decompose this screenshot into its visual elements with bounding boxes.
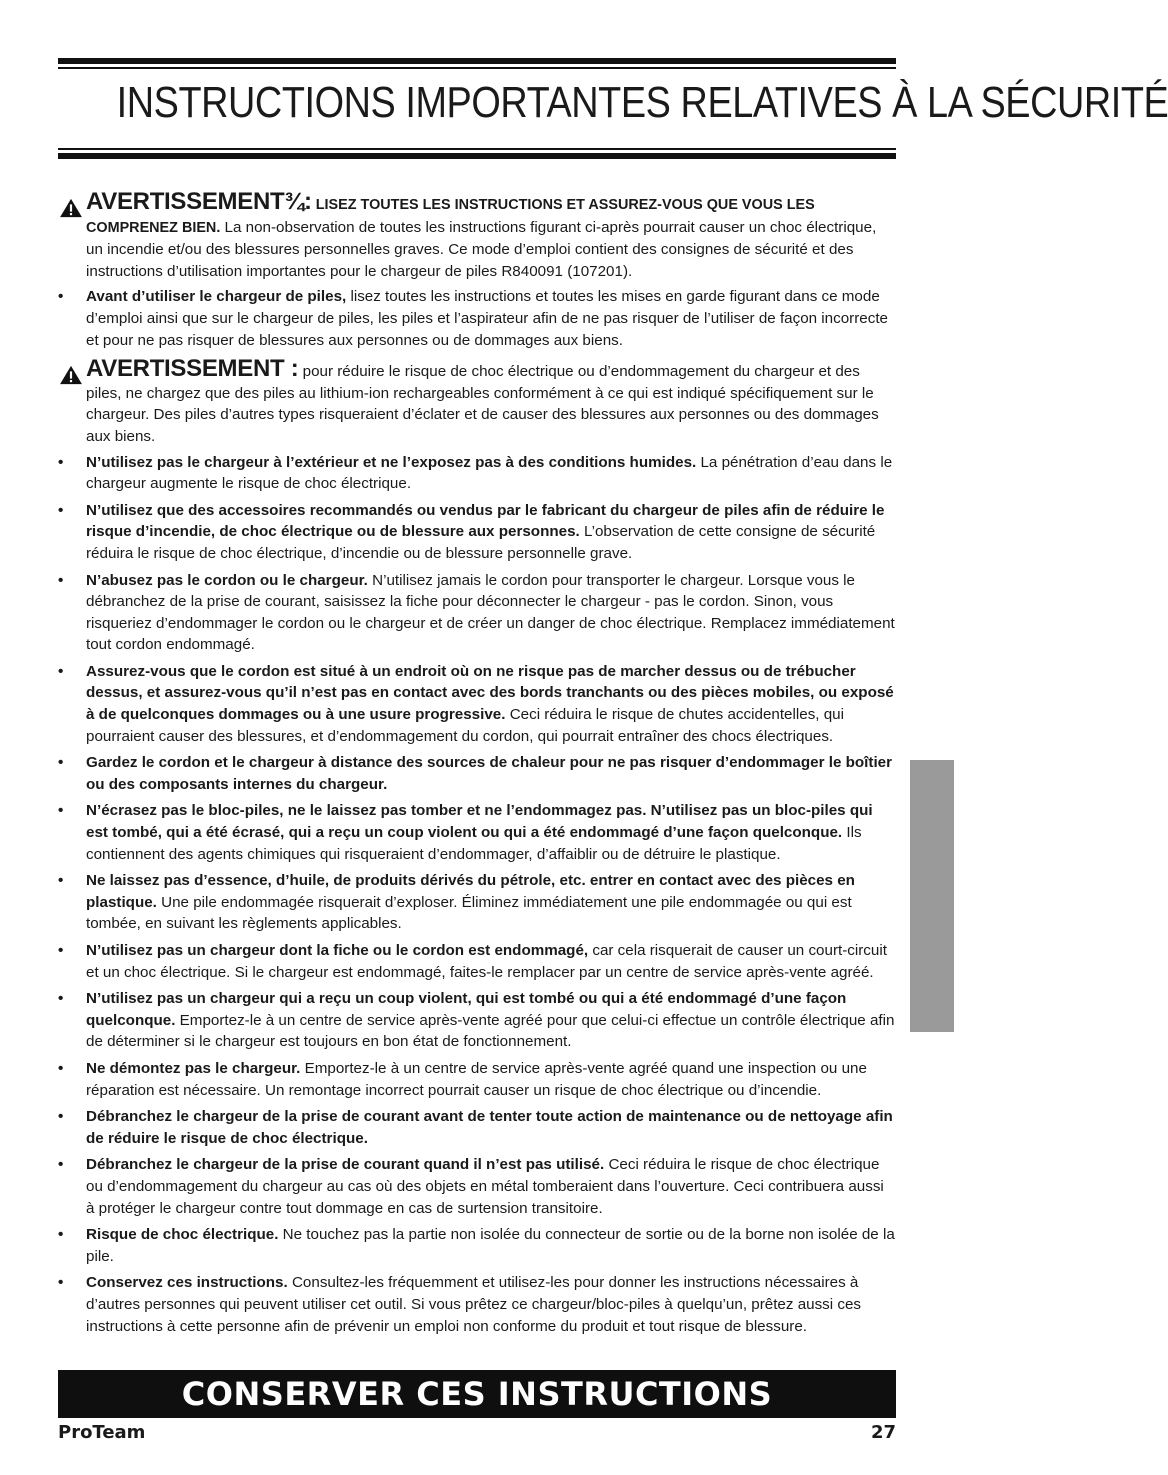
bullet-marker: • <box>58 453 64 471</box>
bullet-item <box>58 500 896 565</box>
bullet-item <box>58 1058 896 1101</box>
bullet-bold-text: Avant d’utiliser le chargeur de piles, <box>86 288 347 306</box>
bullet-marker: • <box>58 1108 64 1126</box>
bullet-marker: • <box>58 1059 64 1077</box>
warning-text: pour réduire le risque de choc électrique ou d’endommagement du chargeur et des piles, ne chargez que des piles au lithium-ion rechargeables conformément à ce qui est indiqué spécifiquement sur le chargeur. Des piles d’autres types risqueraient d’éclater et de causer des blessures aux personnes ou des dommages aux biens. <box>86 363 879 445</box>
bullet-bold-text: Assurez-vous que le cordon est situé à un endroit où on ne risque pas de marcher dessus ou de trébucher dessus, et assurez-vous qu’il n’est pas en contact avec des bords tranchants ou des pièces mobiles, ou exposé à de quelconques dommages ou à une usure progressive. <box>86 662 894 724</box>
section-side-tab <box>910 760 954 1032</box>
bullet-item <box>58 1272 896 1337</box>
bullet-bold-text: Débranchez le chargeur de la prise de courant avant de tenter toute action de maintenance ou de nettoyage afin de réduire le risque de choc électrique. <box>86 1108 893 1147</box>
warning-heading: AVERTISSEMENT : <box>86 355 299 383</box>
warning-heading: AVERTISSEMENT¾: <box>86 188 312 215</box>
bullet-text: Ils contiennent des agents chimiques qui risqueraient d’endommager, d’affaiblir ou de détruire le plastique. <box>86 824 862 863</box>
bullet-item <box>58 800 896 865</box>
bullet-marker: • <box>58 942 64 959</box>
bullet-item <box>58 988 896 1053</box>
bullet-item <box>58 1106 896 1149</box>
warning-lead: LISEZ TOUTES LES INSTRUCTIONS ET ASSUREZ-VOUS QUE VOUS LES COMPRENEZ BIEN. <box>86 197 815 236</box>
bullet-bold-text: N’utilisez que des accessoires recommandés ou vendus par le fabricant du chargeur de piles afin de réduire le risque d’incendie, de choc électrique ou de blessure aux personnes. <box>86 501 885 541</box>
top-rule-thick <box>58 58 896 64</box>
bullet-item <box>58 870 896 935</box>
title-rule-thick <box>58 153 896 159</box>
bullet-text: Consultez-les fréquemment et utilisez-les pour donner les instructions nécessaires à d’autres personnes qui peuvent utiliser cet outil. Si vous prêtez ce chargeur/bloc-piles à quelqu’un, prêtez aussi ces instructions à cette personne afin de prévenir un emploi non conforme du produit et tout risque de blessure. <box>86 1274 861 1335</box>
bullet-bold-text: Débranchez le chargeur de la prise de courant quand il n’est pas utilisé. <box>86 1156 605 1174</box>
warning-text: La non-observation de toutes les instructions figurant ci-après pourrait causer un choc électrique, un incendie et/ou des blessures personnelles graves. Ce mode d’emploi contient des consignes de sécurité et des instructions d’utilisation importantes pour le chargeur de piles R840091 (107201). <box>86 218 877 280</box>
bullet-marker: • <box>58 990 64 1008</box>
warning-block-1 <box>58 190 896 282</box>
bullet-item <box>58 1224 896 1267</box>
bullet-text: N’utilisez jamais le cordon pour transporter le chargeur. Lorsque vous le débranchez de la prise de courant, saisissez la fiche pour déconnecter le chargeur - pas le cordon. Sinon, vous risqueriez d’endommager le cordon ou le chargeur et de créer un danger de choc électrique. Remplacez immédiatement tout cordon endommagé. <box>86 571 895 654</box>
top-rule-thin <box>58 67 896 69</box>
bullet-item <box>58 752 896 795</box>
bullet-bold-text: Conservez ces instructions. <box>86 1274 288 1292</box>
bullet-bold-text: Risque de choc électrique. <box>86 1226 279 1244</box>
bullet-bold-text: N’utilisez pas un chargeur dont la fiche ou le cordon est endommagé, <box>86 942 589 959</box>
save-instructions-banner: CONSERVER CES INSTRUCTIONS <box>58 1370 896 1418</box>
page-number: 27 <box>870 1422 896 1443</box>
bullet-bold-text: Gardez le cordon et le chargeur à distance des sources de chaleur pour ne pas risquer d’endommager le boîtier ou des composants internes du chargeur. <box>86 754 893 793</box>
bullet-marker: • <box>58 1274 64 1292</box>
warning-triangle-icon <box>58 365 84 385</box>
warning-triangle-icon <box>58 198 84 218</box>
bullet-text: Ceci réduira le risque de choc électrique ou d’endommagement du chargeur au cas où des objets en métal tomberaient dans l’ouverture. Ceci contribuera aussi à protéger le chargeur contre tout dommage en cas de surtension transitoire. <box>86 1156 884 1217</box>
bullet-marker: • <box>58 872 64 890</box>
bullet-marker: • <box>58 1156 64 1174</box>
bullet-text: L’observation de cette consigne de sécurité réduira le risque de choc électrique, d’incendie ou de blessure personnelle grave. <box>86 523 876 562</box>
bullet-bold-text: N’écrasez pas le bloc-piles, ne le laissez pas tomber et ne l’endommagez pas. N’utilisez pas un bloc-piles qui est tombé, qui a été écrasé, qui a reçu un coup violent ou qui a été endommagé d’une façon quelconque. <box>86 802 873 842</box>
bullet-item <box>58 570 896 656</box>
bullet-text: La pénétration d’eau dans le chargeur augmente le risque de choc électrique. <box>86 453 893 493</box>
bullet-bold-text: Ne laissez pas d’essence, d’huile, de produits dérivés du pétrole, etc. entrer en contact avec des pièces en plastique. <box>86 872 855 911</box>
bullet-list-1 <box>58 286 896 351</box>
bullet-marker: • <box>58 1226 64 1244</box>
bullet-item <box>58 452 896 495</box>
safety-content <box>58 190 896 1342</box>
title-rule-thin <box>58 148 896 150</box>
bullet-text: Ceci réduira le risque de chutes accidentelles, qui pourraient causer des blessures, et d’endommagement du cordon, qui pourrait entraîner des chocs électriques. <box>86 706 844 745</box>
bullet-item <box>58 940 896 983</box>
bullet-text: Une pile endommagée risquerait d’exploser. Éliminez immédiatement une pile endommagée ou qui est tombée, en suivant les règlements applicables. <box>86 893 852 933</box>
bullet-bold-text: N’utilisez pas un chargeur qui a reçu un coup violent, qui est tombé ou qui a été endommagé d’une façon quelconque. <box>86 990 847 1029</box>
bullet-marker: • <box>58 754 64 772</box>
bullet-marker: • <box>58 288 64 306</box>
page-title: INSTRUCTIONS IMPORTANTES RELATIVES À LA SÉCURITÉ <box>116 78 1168 127</box>
bullet-marker: • <box>58 662 64 680</box>
bullet-marker: • <box>58 571 64 589</box>
bullet-marker: • <box>58 802 64 820</box>
warning-block-2 <box>58 357 896 447</box>
bullet-text: Emportez-le à un centre de service après-vente agréé quand une inspection ou une réparation est nécessaire. Un remontage incorrect pourrait causer un risque de choc électrique ou d’incendie. <box>86 1059 867 1099</box>
bullet-list-2 <box>58 452 896 1338</box>
brand-name: ProTeam <box>58 1422 146 1443</box>
bullet-bold-text: N’abusez pas le cordon ou le chargeur. <box>86 571 368 589</box>
bullet-bold-text: Ne démontez pas le chargeur. <box>86 1059 301 1077</box>
bullet-item <box>58 1154 896 1219</box>
bullet-item <box>58 286 896 351</box>
bullet-text: lisez toutes les instructions et toutes les mises en garde figurant dans ce mode d’emploi ainsi que sur le chargeur de piles, les piles et l’aspirateur afin de ne pas risquer de l’utiliser de façon incorrecte et pour ne pas risquer de blessures aux personnes ou de dommages aux biens. <box>86 288 888 349</box>
bullet-text: car cela risquerait de causer un court-circuit et un choc électrique. Si le chargeur est endommagé, faites-le remplacer par un centre de service après-vente agréé. <box>86 942 887 981</box>
bullet-text: Ne touchez pas la partie non isolée du connecteur de sortie ou de la borne non isolée de la pile. <box>86 1226 895 1265</box>
bullet-bold-text: N’utilisez pas le chargeur à l’extérieur et ne l’exposez pas à des conditions humides. <box>86 453 697 471</box>
bullet-text: Emportez-le à un centre de service après-vente agréé pour que celui-ci effectue un contrôle électrique afin de déterminer si le chargeur est toujours en bon état de fonctionnement. <box>86 1011 895 1051</box>
bullet-item <box>58 661 896 747</box>
bullet-marker: • <box>58 501 64 519</box>
